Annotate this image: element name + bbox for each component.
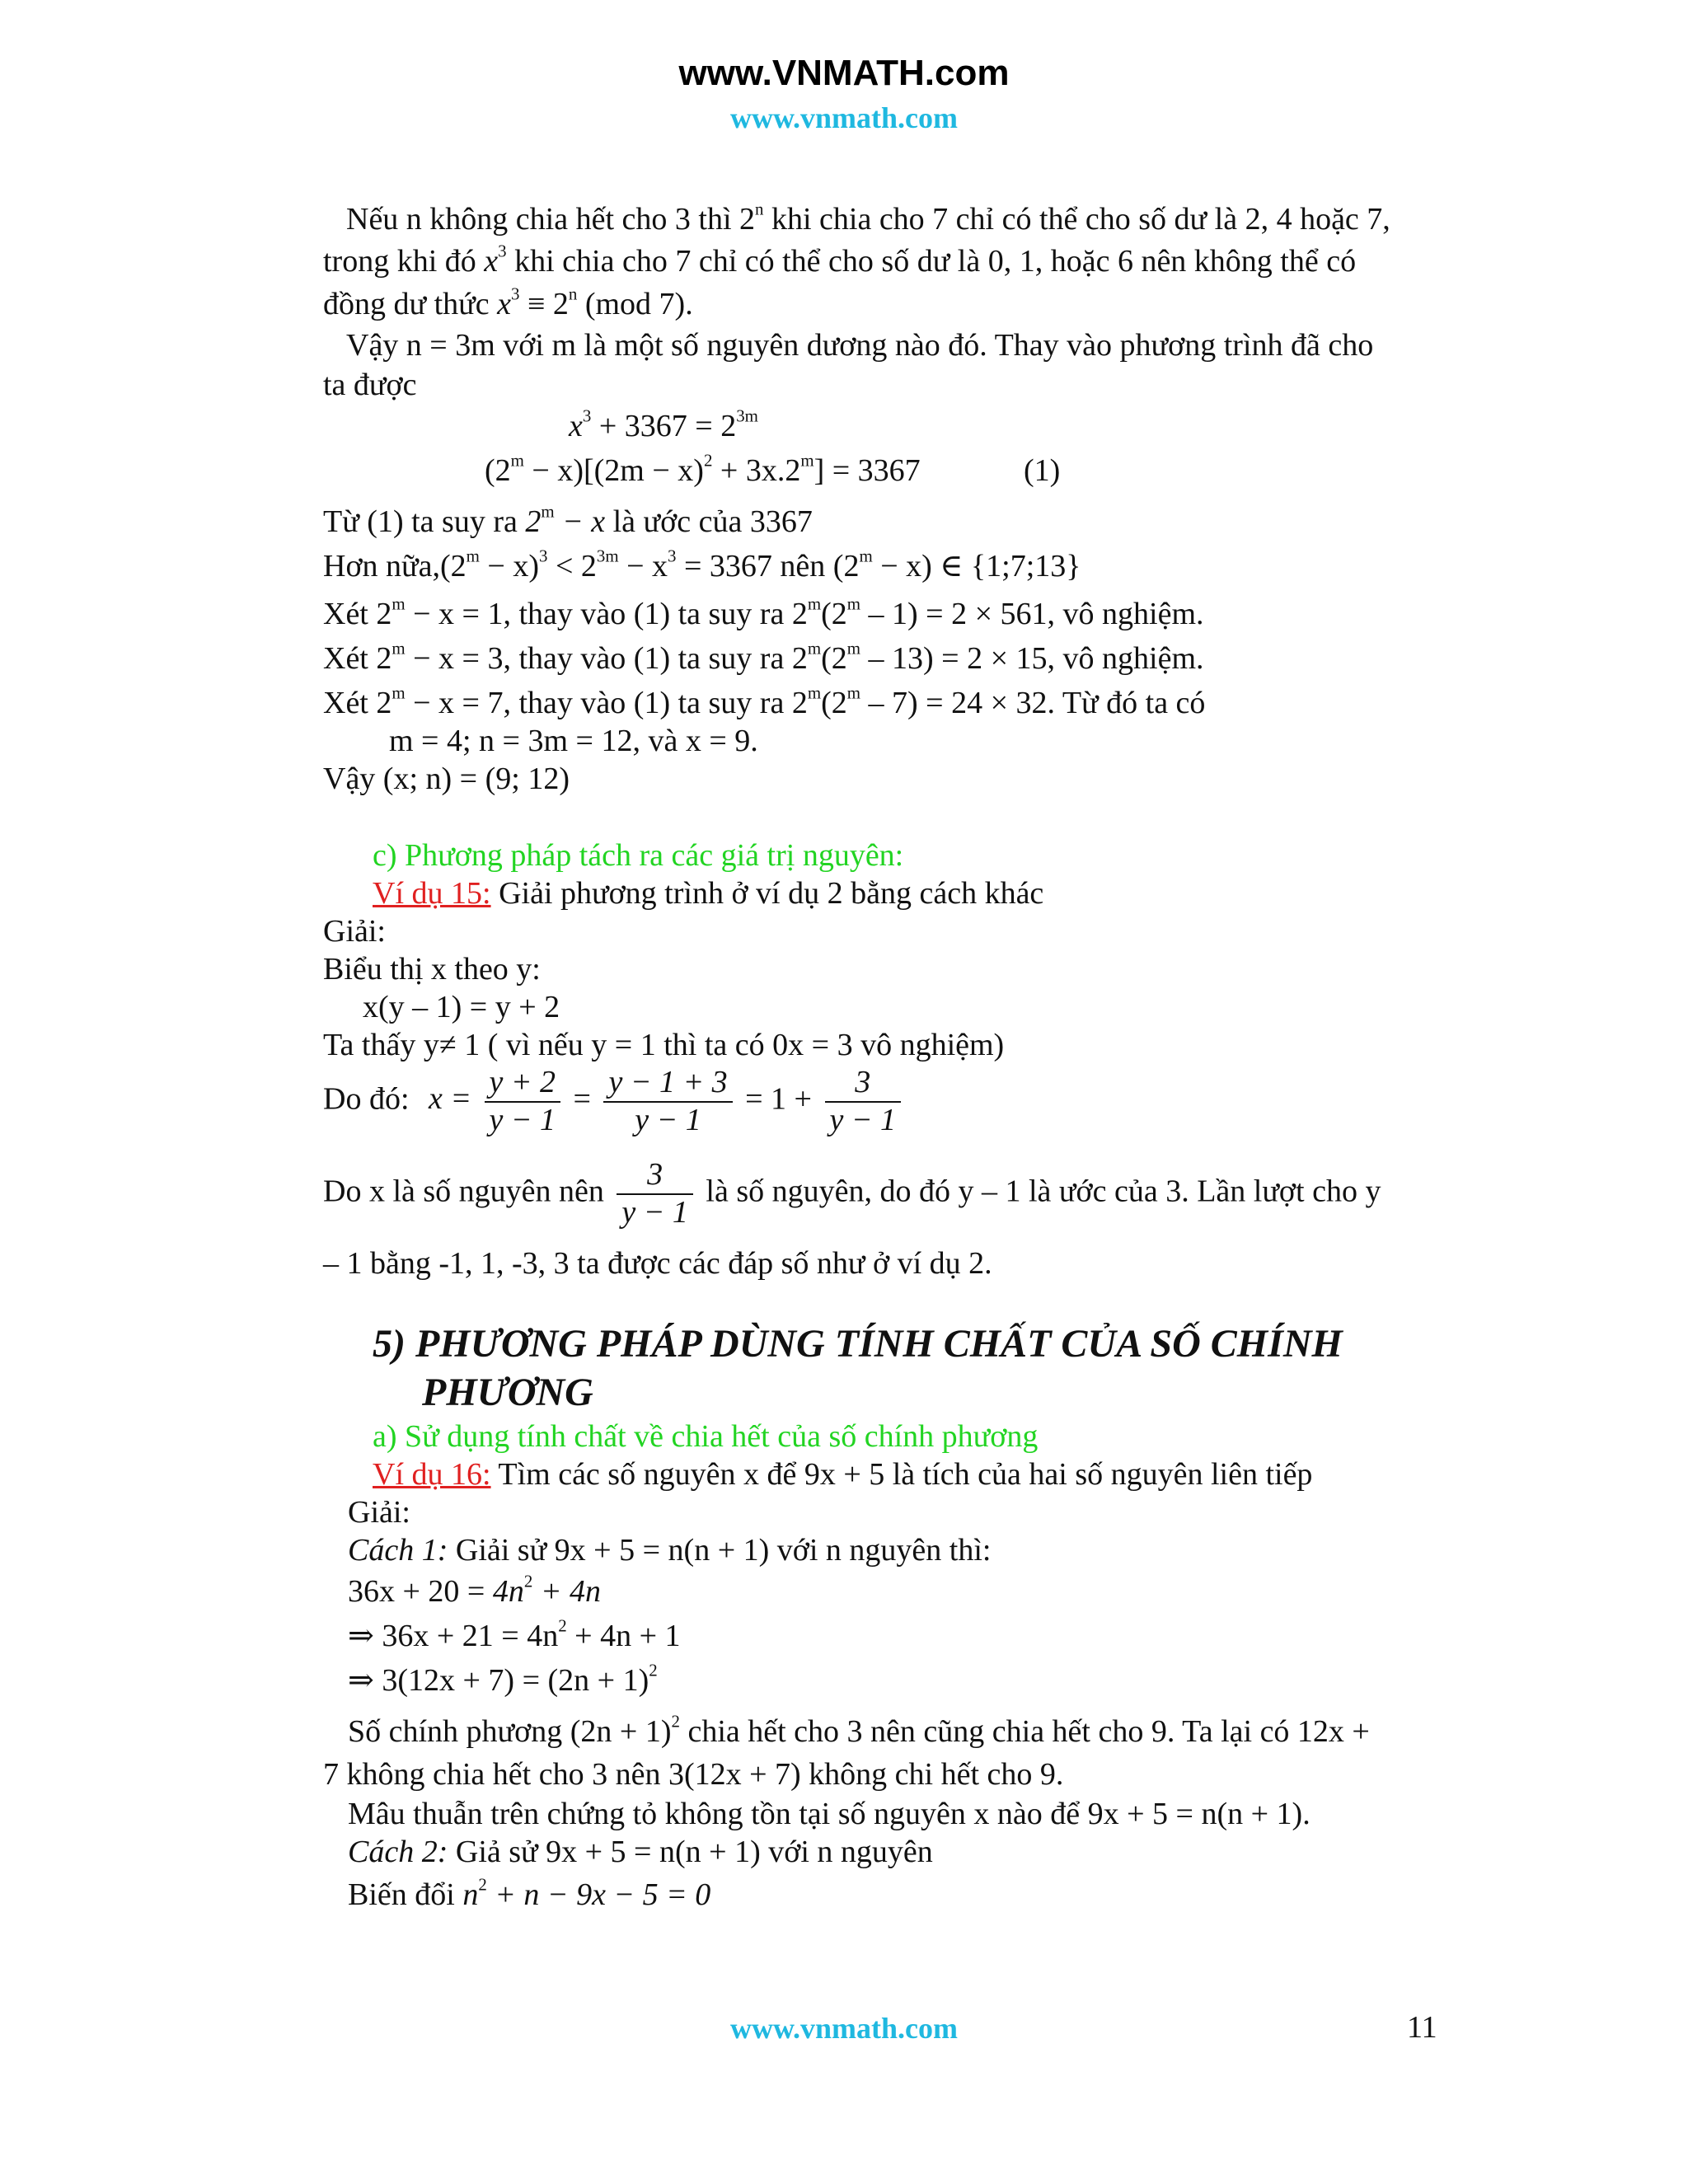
equation: ⇒ $3(12x + 7) = (2n + 1)^2$ (348, 1660, 658, 1698)
paragraph-line: Cách 2: Giả sử 9x + 5 = n(n + 1) với n nguyên (348, 1835, 933, 1869)
equation: $(2^m - x)[(2m - x)^2 + 3x.2^m] = 3367$ (485, 450, 921, 488)
paragraph-line: Vậy n = 3m với m là một số nguyên dương nào đó. Thay vào phương trình đã cho (346, 328, 1374, 363)
paragraph-line: ta được (323, 368, 417, 402)
subsection-title: c) Phương pháp tách ra các giá trị nguyên: (373, 838, 904, 873)
footer-link[interactable]: www.vnmath.com (730, 2012, 958, 2045)
site-header-title: www.VNMATH.com (678, 53, 1010, 93)
example-line: Ví dụ 16: Tìm các số nguyên x để 9x + 5 là tích của hai số nguyên liên tiếp (373, 1457, 1313, 1492)
site-header-link[interactable]: www.vnmath.com (730, 101, 958, 134)
paragraph-line: Giải: (348, 1495, 410, 1530)
paragraph-line: 7 không chia hết cho 3 nên 3(12x + 7) không chi hết cho 9. (323, 1757, 1064, 1792)
equation: Biến đổi $n^2 + n - 9x - 5 = 0$ (348, 1874, 711, 1912)
equation: $x^3 + 3367 = 2^{3m}$ (569, 405, 758, 443)
paragraph-line: Xét $2^m - x = 7$, thay vào (1) ta suy ra 2$^m$(2$^m$ – 7) = 24 × 32. Từ đó ta có (323, 682, 1206, 720)
section-heading: 5) PHƯƠNG PHÁP DÙNG TÍNH CHẤT CỦA SỐ CHÍNH (373, 1322, 1343, 1366)
paragraph-line: Từ (1) ta suy ra $2^m - x$ là ước của 3367 (323, 501, 813, 539)
example-line: Ví dụ 15: Giải phương trình ở ví dụ 2 bằng cách khác (373, 876, 1044, 911)
paragraph-line: Biểu thị x theo y: (323, 952, 541, 987)
section-heading: PHƯƠNG (422, 1371, 593, 1414)
fraction-equation: Do đó: x = $\frac{y + 2}{y - 1}$ = $\frac{y - 1 + 3}{y - 1}$ = 1 + $\frac{3}{y - 1}$ (323, 1065, 906, 1138)
paragraph-line: Hơn $nữa,(2^m - x)^3 < 2^{3m} - x^3 = 3367$ nên $(2^m - x)$ ∈ {1;7;13} (323, 546, 1081, 583)
paragraph-line: đồng dư thức $x^3 \equiv 2^n$ (mod 7). (323, 284, 693, 321)
paragraph-line: x(y – 1) = y + 2 (363, 990, 560, 1024)
paragraph-line: – 1 bằng -1, 1, -3, 3 ta được các đáp số như ở ví dụ 2. (323, 1246, 992, 1281)
example-label: Ví dụ 16: (373, 1457, 491, 1492)
fraction: $\frac{3}{y - 1}$ (617, 1157, 693, 1230)
paragraph-line: Mâu thuẫn trên chứng tỏ không tồn tại số nguyên x nào để 9x + 5 = n(n + 1). (348, 1797, 1311, 1831)
fraction: $\frac{3}{y - 1}$ (825, 1065, 902, 1138)
paragraph-line: Nếu n không chia hết cho 3 thì 2$^n$ khi chia cho 7 chỉ có thể cho số dư là 2, 4 hoặc 7, (346, 199, 1390, 237)
paragraph-line: m = 4; n = 3m = 12, và x = 9. (389, 724, 758, 758)
paragraph-line: Vậy (x; n) = (9; 12) (323, 762, 570, 796)
paragraph-line: Số chính phương $(2n + 1)^2$ chia hết cho 3 nên cũng chia hết cho 9. Ta lại có 12x + (348, 1711, 1370, 1749)
example-label: Ví dụ 15: (373, 876, 491, 911)
paragraph-line: Xét $2^m - x = 3$, thay vào (1) ta suy ra 2$^m$(2$^m$ – 13) = 2 × 15, vô nghiệm. (323, 638, 1204, 676)
equation: ⇒ $36x + 21 = 4n^2 + 4n + 1$ (348, 1615, 681, 1653)
page-number: 11 (1407, 2010, 1437, 2045)
paragraph-line: Do x là số nguyên nên $\frac{3}{y - 1}$ là số nguyên, do đó y – 1 là ước của 3. Lần lượt cho y (323, 1157, 1381, 1230)
fraction: $\frac{y - 1 + 3}{y - 1}$ (603, 1065, 732, 1138)
paragraph-line: Ta thấy y≠ 1 ( vì nếu y = 1 thì ta có 0x = 3 vô nghiệm) (323, 1028, 1005, 1062)
subsection-title: a) Sử dụng tính chất về chia hết của số chính phương (373, 1419, 1039, 1454)
equation: $36x + 20 = 4n^2 + 4n$ (348, 1571, 601, 1609)
paragraph-line: Xét $2^m - x = 1$, thay vào (1) ta suy ra 2$^m$(2$^m$ – 1) = 2 × 561, vô nghiệm. (323, 593, 1204, 631)
equation-number: (1) (1024, 453, 1061, 488)
paragraph-line: Cách 1: Giải sử 9x + 5 = n(n + 1) với n nguyên thì: (348, 1533, 992, 1568)
fraction: $\frac{y + 2}{y - 1}$ (485, 1065, 561, 1138)
paragraph-line: trong khi đó $x^3$ khi chia cho 7 chỉ có thể cho số dư là 0, 1, hoặc 6 nên không thể có (323, 241, 1357, 279)
paragraph-line: Giải: (323, 914, 386, 949)
